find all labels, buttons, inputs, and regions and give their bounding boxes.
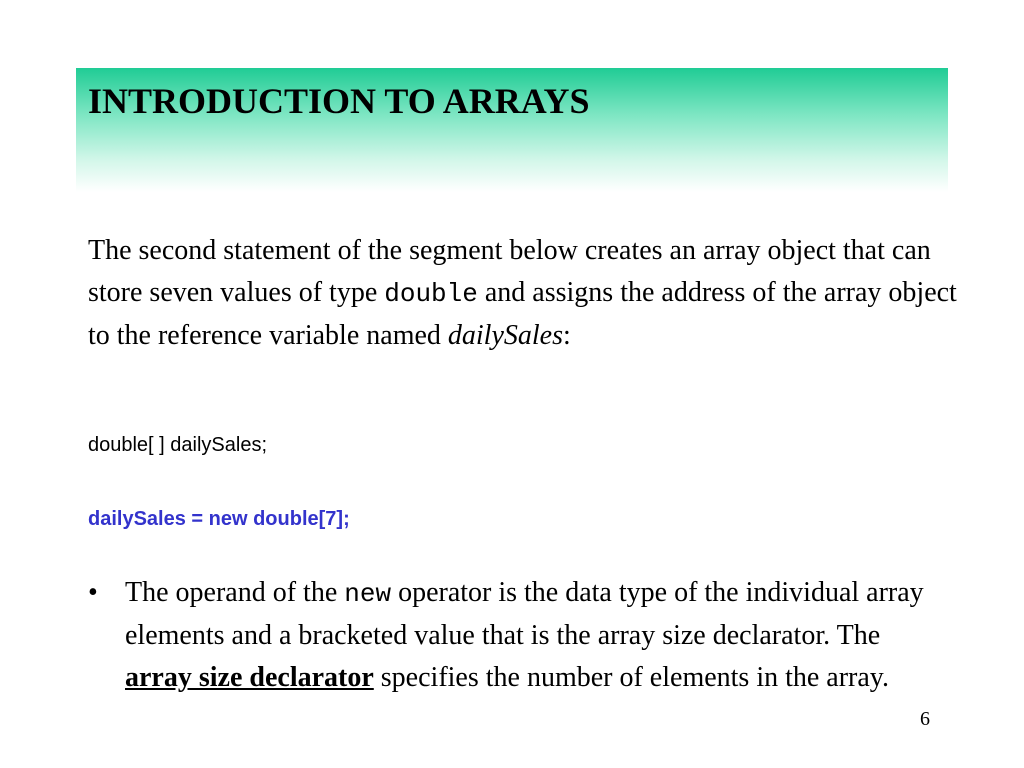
bullet-text-1: The operand of the <box>125 577 345 608</box>
code-allocation-line: dailySales = new double[7]; <box>88 508 350 530</box>
paragraph-text-1: The second statement of the segment below creates an array object that can store seven values of type <box>88 235 931 308</box>
paragraph-text-3: : <box>563 320 571 351</box>
slide-title: INTRODUCTION TO ARRAYS <box>88 81 590 121</box>
bullet-text-3: specifies the number of elements in the array. <box>373 662 889 693</box>
inline-code-double: double <box>384 279 478 309</box>
intro-paragraph <box>88 230 958 357</box>
code-declaration-line: double[ ] dailySales; <box>88 434 268 456</box>
bullet-text <box>125 572 925 699</box>
page-number: 6 <box>920 708 930 730</box>
defined-term: array size declarator <box>125 662 374 693</box>
variable-name: dailySales <box>447 320 563 351</box>
paragraph-text-2: and assigns the address of the array object to the reference variable named <box>88 277 957 351</box>
bullet-text-2: operator is the data type of the individual array elements and a bracketed value that is the array size declarator. The <box>125 577 924 651</box>
bullet-dot-icon: • <box>88 577 98 608</box>
inline-code-new: new <box>344 579 392 609</box>
